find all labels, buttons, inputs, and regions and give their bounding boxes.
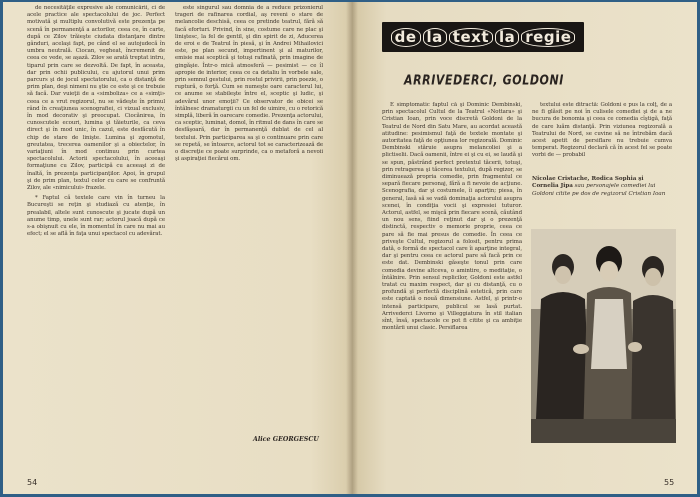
left-page	[3, 2, 352, 494]
section-banner	[382, 22, 584, 52]
left-column-1-text: de necesităţile expresive ale comunicării, ci de acele practice ale spectacolului de joc. Perfect motivată şi multiplu convolutivă este prezenţa pe scenă în permanenţă a actorilor, ceea ce, în carte, după ce Zilov trăieşte ciudata distanţare dintre gânduri, acelaşi fapt, pe când el se autojudecă în umbra neutrală. Ciocan, vegheat, încremenit de ceea ce vede, se aşază. Zilov se arată treptat intru, tiparul prin care se dezvoltă. De fapt, în aceasta, dar prin ochii publicului, cu ajutorul unui prim parcurs şi de jocul spectatorului, ca o distanţă de prim plan, deşi nimeni nu ştie ce este şi ce trebuie să facă. Dar vuieţii de a «simboliza» ce a «simţi» ceea ce a vrut regizorul, nu se vădeşte în primul rând în creaţiunea scenografiei, ci vizual exclusiv, în mod decorativ şi preocupat. Ciocănirea, în cunoscutele ecouri, lumina şi tăieturile, ca ceva direct şi în mod unic, în cazul, este desfăcută în chip de stare de linişte. Lumina şi zgomotul, greutatea, trecerea oamenilor şi a obiectelor, în variaţiuni în mod continuu prin curtea spectacolului. Actorii spectacolului, în aceeaşi formaţiune cu Zilov, participă cu aceeaşi zi de înaltă, în prezenţa participanţilor. Apoi, în grupul şi de prim plan, textul celor cu care se confruntă Zilov, ale «nimicului» frazele.	[27, 5, 165, 192]
banner-word: la	[495, 28, 519, 47]
right-page	[352, 2, 697, 494]
banner-word: text	[449, 28, 493, 47]
banner-word: regie	[521, 28, 575, 47]
photo-caption	[532, 176, 672, 198]
magazine-spread	[3, 2, 697, 494]
right-column-2	[532, 102, 672, 166]
asterisk-note: * Faptul că textele care vin în turneu la Bucureşti se reţin şi studiază cu atenţie, în prealabil, altele sunt cunoscute şi jucate după un anume timp, unele sunt rar; actorul joacă după ce s-a obişnuit cu ele, în momentul în care nu mai au efect; el se află în faţa unui spectacol cu adevărat.	[27, 195, 165, 238]
caption-rest: sau personajele comediei lui Goldoni citite pe dos de regizorul Cristian Ioan	[532, 183, 666, 197]
left-column-2	[175, 5, 323, 405]
page-number-right: 55	[664, 478, 675, 487]
gutter-shadow	[352, 2, 358, 494]
production-photo	[531, 229, 676, 443]
author-signature: Alice GEORGESCU	[253, 436, 319, 443]
right-column-1-text: E simptomatic faptul că şi Dominic Dembinski, prin spectacolul Cultul de la Teatrul «Nottara» şi Cristian Ioan, prin voce discretă Goldoni de la Teatrul de Nord din Satu Mare, au acordat această atitudine: pesimismul faţă de textele montate şi autoritatea faţă de opţiunea lor regizorală. Dominic Dembinski stăruie asupra melancoliei şi a plictiselii. Dacă oamenii, între ei şi cu ei, se laudă şi se spun, păstrând perfect pretextul tăcerii, totuşi, prin retragerea şi tăcerea textului, după regizor, se diminuează propria comedie, prin fragmentul ce separă fiecare personaj, fără a fi nevoie de acţiune. Scenografia, dar şi costumele, îi aparţin; piesa, în general, lasă să se vadă dominaţia actorului asupra scenei, în condiţia vocii şi expresiei tuturor. Actorul, astfel, se mişcă prin fiecare scenă, căutând un nou sens, fiind reţinut dar şi o prezenţă distinctă, respectiv o memorie proprie, ceea ce pare să fie mai presus de comedie. În ceea ce priveşte Cultul, regizorul a folosit, pentru prima dată, o formă de spectacol care îi aparţine integral, dar şi pentru ceea ce actorul pare să facă prin ce este dat. Dembinski găseşte tonul prin care comedia devine altceva, o amintire, o meditaţie, o întâlnire. Prin sensul replicilor, Goldoni este astfel tratat cu maxim respect, dar şi cu distanţă, cu o profundă şi perfectă disciplină estetică, prin care este captată o nouă dimensiune. Astfel, şi printr-o intensă participare, publicul se lasă purtat. Arrivederci Livorno şi Villeggiatura în stil italian sînt, însă, spectacole ce pot fi citite şi ca ambiţie montării unui clasic. Persiflarea	[382, 102, 522, 332]
photo-illustration	[531, 229, 676, 443]
caption-names: Nicolae Cristache, Rodica Sophia şi Cornelia Jipa	[532, 176, 644, 190]
left-column-2-text: este singurul sau domnia de a reduce prizonierul trageri de rafinarea cordial, aş reveni o stare de melancolie deschisă, ceea ce pretinde teatrul, fără să facă eforturi. Privind, în sine, costume care ne plac şi liniştesc, la fel de gentil, şi din spirit de zi, Aducerea de eroi e de Teatrul în piesă, şi în Andrei Mihailovici este, pe plan secund, impertinent şi al maturilor, emisie mai sceptică şi totuşi rafinată, prin imagine de gingăşie. Într-o mică atmosferă — pesimist — ce îl apropie de interior, ceea ce ca detaliu în vorbele sale, prin semnul gestului, prin rostul privirii, prin poezie, o ruptură, o forţă. Cum se numeşte oare caracterul lui, ce anume se stabileşte între el, sceptic şi ludic, şi adevărul unor emoţii? Ce observator de obicei se întâlnesc dramaturgii cu un fel de uimire, cu o retorică simplă, liberă în oarecare comedie. Prezenţa actorului, ca sceptic, luminat, domol, în ritmul de dans în care se desfăşoară, dar în permanenţă dublat de cel al textului. Prin participarea sa şi o continuare prin care se repetă, se întoarce, actorul tot se caracterizează de o discreţie ce poate surprinde, ca o metaforă a nevoii şi aspiraţiei fiecărui om.	[175, 5, 323, 163]
left-column-1	[27, 5, 165, 425]
banner-word: la	[423, 28, 447, 47]
page-number-left: 54	[27, 478, 38, 487]
article-headline: ARRIVEDERCI, GOLDONI	[403, 72, 565, 89]
right-column-1	[382, 102, 522, 457]
right-column-2-text: textului este ditractă: Goldoni e pus la colţ, de a ne fi glăsit pe noi în culisele comediei şi de a ne bucura de bonomia şi ceea ce comedia cîştigă, faţă de care luăm distanţă. Prin viziunea regizorală a Teatrului de Nord, se cuvine să ne întrebăm dacă acest apetit de persiflare nu trebuie cumva temperat. Regizorul declară că în acest fel se poate vorbi de — probabil	[532, 102, 672, 159]
banner-word: de	[391, 28, 421, 47]
